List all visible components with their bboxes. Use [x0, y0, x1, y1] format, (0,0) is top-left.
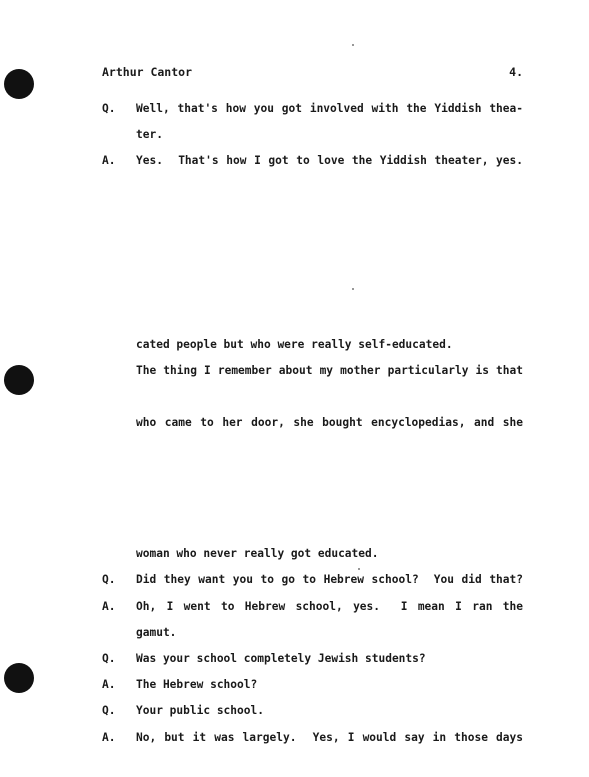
transcript-body	[102, 96, 523, 777]
transcript-line	[102, 594, 523, 620]
transcript-line	[102, 567, 523, 593]
binder-hole-top	[4, 69, 34, 99]
transcript-line	[102, 436, 523, 462]
transcript-line	[102, 306, 523, 332]
transcript-line	[102, 489, 523, 515]
transcript-line	[102, 253, 523, 279]
line-text: gamut.	[136, 625, 177, 639]
line-text: woman who never really got educated.	[136, 547, 379, 561]
transcript-line	[102, 672, 523, 698]
transcript-line	[102, 698, 523, 724]
speaker-label: A.	[102, 154, 116, 168]
transcript-line	[102, 96, 523, 122]
transcript-line	[102, 463, 523, 489]
speaker-label: Q.	[102, 651, 116, 665]
transcript-line	[102, 332, 523, 358]
transcript-line	[102, 279, 523, 305]
speaker-label: A.	[102, 599, 116, 613]
line-text: No, but it was largely. Yes, I would say in those days	[136, 730, 523, 744]
transcript-line	[102, 541, 523, 567]
transcript-line	[102, 410, 523, 436]
speaker-label: A.	[102, 730, 116, 744]
interviewee-name: Arthur Cantor	[102, 65, 193, 79]
transcript-line	[102, 725, 523, 751]
binder-hole-bottom	[4, 663, 34, 693]
binder-hole-middle	[4, 365, 34, 395]
line-text: Your public school.	[136, 704, 264, 718]
transcript-line	[102, 646, 523, 672]
speaker-label: A.	[102, 678, 116, 692]
scan-speck	[352, 44, 354, 46]
line-text: who came to her door, she bought encyclopedias, and she	[136, 416, 523, 430]
transcript-line	[102, 201, 523, 227]
transcript-line	[102, 620, 523, 646]
line-text: ter.	[136, 128, 163, 142]
transcript-line	[102, 515, 523, 541]
transcript-line	[102, 148, 523, 174]
line-text: The thing I remember about my mother particularly is that	[136, 363, 523, 377]
speaker-label: Q.	[102, 102, 116, 115]
transcript-line	[102, 751, 523, 777]
line-text: Well, that's how you got involved with the Yiddish thea-	[136, 102, 523, 115]
line-text: Did they want you to go to Hebrew school? You did that?	[136, 573, 523, 587]
line-text: cated people but who were really self-educated.	[136, 337, 453, 351]
transcript-line	[102, 227, 523, 253]
page-number: 4.	[509, 65, 523, 79]
line-text: Was your school completely Jewish students?	[136, 651, 426, 665]
page-header	[102, 64, 523, 81]
line-text: Oh, I went to Hebrew school, yes. I mean I ran the	[136, 599, 523, 613]
line-text: The Hebrew school?	[136, 678, 258, 692]
line-text: Yes. That's how I got to love the Yiddish theater, yes.	[136, 154, 523, 168]
speaker-label: Q.	[102, 704, 116, 718]
transcript-line	[102, 384, 523, 410]
transcript-line	[102, 122, 523, 148]
transcript-line	[102, 175, 523, 201]
transcript-line	[102, 358, 523, 384]
speaker-label: Q.	[102, 573, 116, 587]
